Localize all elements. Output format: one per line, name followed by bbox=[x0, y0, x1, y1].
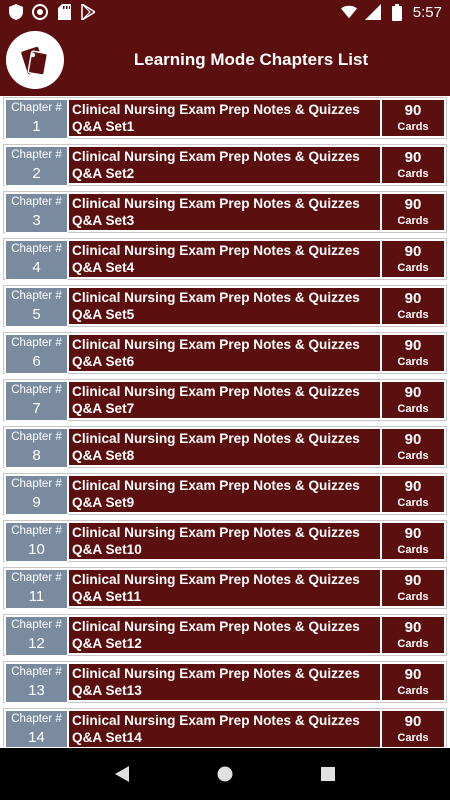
card-unit-label: Cards bbox=[397, 685, 429, 697]
chapter-label: Chapter # bbox=[11, 384, 62, 396]
chapter-number-box bbox=[5, 569, 68, 609]
chapter-label: Chapter # bbox=[11, 290, 62, 302]
chapter-title[interactable]: Clinical Nursing Exam Prep Notes & Quizzes Q&A Set11 bbox=[68, 569, 381, 607]
chapter-number: 2 bbox=[32, 165, 41, 182]
card-count-box bbox=[381, 710, 445, 747]
card-count-box bbox=[381, 522, 445, 560]
chapter-number: 9 bbox=[32, 494, 41, 511]
chapter-row[interactable] bbox=[3, 238, 447, 280]
card-count: 90 bbox=[404, 666, 422, 683]
card-unit-label: Cards bbox=[397, 262, 429, 274]
chapter-label: Chapter # bbox=[11, 102, 62, 114]
chapter-label: Chapter # bbox=[11, 431, 62, 443]
card-count-box bbox=[381, 616, 445, 654]
card-count: 90 bbox=[404, 384, 422, 401]
chapter-number: 10 bbox=[28, 541, 45, 558]
back-icon[interactable] bbox=[110, 762, 134, 786]
card-count-box bbox=[381, 240, 445, 278]
card-unit-label: Cards bbox=[397, 121, 429, 133]
chapter-title[interactable]: Clinical Nursing Exam Prep Notes & Quizzes Q&A Set1 bbox=[68, 99, 381, 137]
card-count-box bbox=[381, 381, 445, 419]
chapter-title[interactable]: Clinical Nursing Exam Prep Notes & Quizzes Q&A Set4 bbox=[68, 240, 381, 278]
card-count: 90 bbox=[404, 713, 422, 730]
card-count: 90 bbox=[404, 478, 422, 495]
chapter-title[interactable]: Clinical Nursing Exam Prep Notes & Quizzes Q&A Set8 bbox=[68, 428, 381, 466]
recents-icon[interactable] bbox=[316, 762, 340, 786]
chapter-row[interactable] bbox=[3, 708, 447, 747]
chapter-number-box bbox=[5, 240, 68, 280]
chapter-number: 6 bbox=[32, 353, 41, 370]
card-count-box bbox=[381, 146, 445, 184]
chapter-number-box bbox=[5, 663, 68, 703]
card-count: 90 bbox=[404, 102, 422, 119]
chapter-number-box bbox=[5, 146, 68, 186]
page-title: Learning Mode Chapters List bbox=[133, 50, 369, 69]
chapter-number: 11 bbox=[28, 588, 45, 605]
card-count-box bbox=[381, 663, 445, 701]
chapter-number: 1 bbox=[32, 118, 41, 135]
chapter-number-box bbox=[5, 193, 68, 233]
chapter-label: Chapter # bbox=[11, 196, 62, 208]
chapter-label: Chapter # bbox=[11, 478, 62, 490]
chapter-row[interactable] bbox=[3, 567, 447, 609]
app-bar bbox=[0, 24, 450, 96]
chapter-title[interactable]: Clinical Nursing Exam Prep Notes & Quizzes Q&A Set3 bbox=[68, 193, 381, 231]
chapter-title[interactable]: Clinical Nursing Exam Prep Notes & Quizzes Q&A Set7 bbox=[68, 381, 381, 419]
chapter-number-box bbox=[5, 522, 68, 562]
chapter-number-box bbox=[5, 381, 68, 421]
card-count-box bbox=[381, 99, 445, 137]
chapter-number: 4 bbox=[32, 259, 41, 276]
card-count: 90 bbox=[404, 196, 422, 213]
chapter-number-box bbox=[5, 287, 68, 327]
card-unit-label: Cards bbox=[397, 591, 429, 603]
chapter-label: Chapter # bbox=[11, 337, 62, 349]
chapter-number-box bbox=[5, 428, 68, 468]
chapter-row[interactable] bbox=[3, 614, 447, 656]
play-store-icon bbox=[80, 4, 96, 20]
card-unit-label: Cards bbox=[397, 638, 429, 650]
chapter-title[interactable]: Clinical Nursing Exam Prep Notes & Quizzes Q&A Set5 bbox=[68, 287, 381, 325]
chapter-row[interactable] bbox=[3, 661, 447, 703]
card-unit-label: Cards bbox=[397, 732, 429, 744]
chapter-row[interactable] bbox=[3, 473, 447, 515]
card-unit-label: Cards bbox=[397, 497, 429, 509]
card-count: 90 bbox=[404, 525, 422, 542]
chapter-row[interactable] bbox=[3, 144, 447, 186]
chapter-row[interactable] bbox=[3, 379, 447, 421]
card-count: 90 bbox=[404, 337, 422, 354]
chapter-row[interactable] bbox=[3, 332, 447, 374]
card-count: 90 bbox=[404, 290, 422, 307]
chapter-number: 12 bbox=[28, 635, 45, 652]
card-count-box bbox=[381, 334, 445, 372]
chapter-title[interactable]: Clinical Nursing Exam Prep Notes & Quizzes Q&A Set12 bbox=[68, 616, 381, 654]
chapter-row[interactable] bbox=[3, 426, 447, 468]
shield-icon bbox=[8, 4, 24, 20]
status-right-icons bbox=[341, 4, 442, 21]
status-time: 5:57 bbox=[412, 3, 442, 21]
chapter-label: Chapter # bbox=[11, 619, 62, 631]
card-unit-label: Cards bbox=[397, 356, 429, 368]
chapter-title[interactable]: Clinical Nursing Exam Prep Notes & Quizzes Q&A Set10 bbox=[68, 522, 381, 560]
card-count-box bbox=[381, 287, 445, 325]
home-icon[interactable] bbox=[213, 762, 237, 786]
cards-logo-icon bbox=[6, 31, 64, 89]
chapter-label: Chapter # bbox=[11, 713, 62, 725]
chapter-number-box bbox=[5, 334, 68, 374]
battery-icon bbox=[389, 4, 405, 20]
card-count-box bbox=[381, 569, 445, 607]
card-count-box bbox=[381, 428, 445, 466]
card-count: 90 bbox=[404, 149, 422, 166]
card-unit-label: Cards bbox=[397, 450, 429, 462]
chapter-number-box bbox=[5, 475, 68, 515]
chapter-label: Chapter # bbox=[11, 243, 62, 255]
card-unit-label: Cards bbox=[397, 309, 429, 321]
card-unit-label: Cards bbox=[397, 544, 429, 556]
card-count-box bbox=[381, 193, 445, 231]
signal-icon bbox=[365, 4, 381, 20]
card-count: 90 bbox=[404, 619, 422, 636]
chapter-row[interactable] bbox=[3, 191, 447, 233]
circle-app-icon bbox=[32, 4, 48, 20]
card-unit-label: Cards bbox=[397, 168, 429, 180]
wifi-icon bbox=[341, 4, 357, 20]
status-bar bbox=[0, 0, 450, 24]
chapter-title[interactable]: Clinical Nursing Exam Prep Notes & Quizzes Q&A Set9 bbox=[68, 475, 381, 513]
chapter-row[interactable] bbox=[3, 285, 447, 327]
navigation-bar bbox=[0, 748, 450, 800]
chapter-title[interactable]: Clinical Nursing Exam Prep Notes & Quizzes Q&A Set14 bbox=[68, 710, 381, 747]
card-count: 90 bbox=[404, 243, 422, 260]
chapter-label: Chapter # bbox=[11, 149, 62, 161]
status-left-icons bbox=[8, 4, 96, 20]
chapter-number: 3 bbox=[32, 212, 41, 229]
chapter-label: Chapter # bbox=[11, 525, 62, 537]
chapter-number: 8 bbox=[32, 447, 41, 464]
sd-card-icon bbox=[56, 4, 72, 20]
chapter-number-box bbox=[5, 99, 68, 139]
chapter-title[interactable]: Clinical Nursing Exam Prep Notes & Quizzes Q&A Set2 bbox=[68, 146, 381, 184]
chapter-row[interactable] bbox=[3, 97, 447, 139]
chapter-number: 7 bbox=[32, 400, 41, 417]
chapter-number: 14 bbox=[28, 729, 45, 746]
chapter-row[interactable] bbox=[3, 520, 447, 562]
chapter-list[interactable] bbox=[0, 96, 450, 747]
chapter-number-box bbox=[5, 616, 68, 656]
chapter-number: 13 bbox=[28, 682, 45, 699]
chapter-label: Chapter # bbox=[11, 666, 62, 678]
chapter-title[interactable]: Clinical Nursing Exam Prep Notes & Quizzes Q&A Set13 bbox=[68, 663, 381, 701]
chapter-number: 5 bbox=[32, 306, 41, 323]
card-unit-label: Cards bbox=[397, 215, 429, 227]
card-count-box bbox=[381, 475, 445, 513]
chapter-number-box bbox=[5, 710, 68, 747]
chapter-title[interactable]: Clinical Nursing Exam Prep Notes & Quizzes Q&A Set6 bbox=[68, 334, 381, 372]
card-unit-label: Cards bbox=[397, 403, 429, 415]
chapter-label: Chapter # bbox=[11, 572, 62, 584]
card-count: 90 bbox=[404, 572, 422, 589]
card-count: 90 bbox=[404, 431, 422, 448]
